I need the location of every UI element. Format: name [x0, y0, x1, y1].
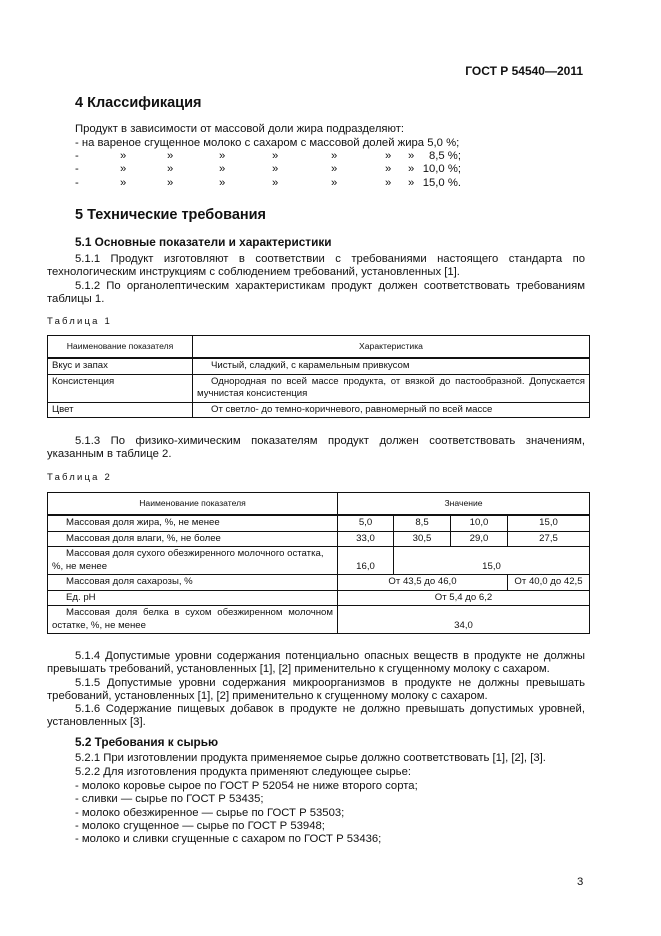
- table-row: [48, 358, 590, 374]
- table-cell: 29,0: [451, 531, 508, 547]
- table-row: [48, 575, 590, 591]
- table-cell: 5,0: [338, 515, 394, 531]
- table-cell: Консистенция: [48, 374, 193, 402]
- ditto-mark: »: [219, 176, 226, 189]
- section-5-2-title: 5.2 Требования к сырью: [75, 735, 219, 749]
- list-dash: -: [75, 150, 79, 162]
- table-cell: 34,0: [338, 606, 590, 634]
- table-1-header: Характеристика: [193, 336, 590, 359]
- document-id: ГОСТ Р 54540—2011: [465, 64, 583, 78]
- table-cell: 8,5: [394, 515, 451, 531]
- table-1-header: Наименование показателя: [48, 336, 193, 359]
- ditto-mark: »: [272, 150, 279, 162]
- ditto-mark: »: [408, 176, 415, 189]
- table-2-header: Значение: [338, 493, 590, 516]
- ditto-mark: »: [120, 150, 127, 162]
- ditto-mark: »: [331, 176, 338, 189]
- table-cell: От 5,4 до 6,2: [338, 590, 590, 606]
- ditto-mark: »: [219, 150, 226, 162]
- classification-intro: Продукт в зависимости от массовой доли жира подразделяют:: [75, 123, 405, 135]
- paragraph-5-2-1: 5.2.1 При изготовлении продукта применяемое сырье должно соответствовать [1], [2], [3].: [75, 752, 546, 764]
- table-cell: 27,5: [508, 531, 590, 547]
- list-item: - молоко и сливки сгущенные с сахаром по ГОСТ Р 53436;: [75, 833, 382, 846]
- table-row: [48, 402, 590, 418]
- table-cell: Вкус и запах: [48, 358, 193, 374]
- table-row: [48, 374, 590, 402]
- ditto-mark: »: [219, 163, 226, 176]
- page-number: 3: [577, 876, 584, 888]
- table-cell: 10,0: [451, 515, 508, 531]
- ditto-mark: »: [331, 163, 338, 176]
- ditto-mark: »: [408, 150, 415, 162]
- table-row: [48, 590, 590, 606]
- table-row: [48, 515, 590, 531]
- list-item: - молоко коровье сырое по ГОСТ Р 52054 не ниже второго сорта;: [75, 780, 418, 792]
- table-cell: Массовая доля влаги, %, не более: [48, 531, 338, 547]
- table-cell: Ед. pH: [48, 590, 338, 606]
- ditto-mark: »: [120, 176, 127, 189]
- list-item: - молоко сгущенное — сырье по ГОСТ Р 53948;: [75, 819, 325, 832]
- classification-item: - на вареное сгущенное молоко с сахаром с массовой долей жира 5,0 %;: [75, 137, 460, 149]
- table-cell: 30,5: [394, 531, 451, 547]
- table-cell: Массовая доля белка в сухом обезжиренном молочном остатке, %, не менее: [48, 606, 338, 634]
- list-item: - сливки — сырье по ГОСТ Р 53435;: [75, 793, 264, 806]
- table-cell: Однородная по всей массе продукта, от вязкой до пастообразной. Допускается мучнистая консистенция: [193, 374, 590, 402]
- table-cell: 15,0: [394, 547, 590, 575]
- ditto-mark: »: [408, 163, 415, 176]
- ditto-mark: »: [385, 176, 392, 189]
- table-row: [48, 547, 590, 575]
- fat-value: 8,5 %;: [428, 150, 461, 162]
- table-cell: От 43,5 до 46,0: [338, 575, 508, 591]
- ditto-mark: »: [120, 163, 127, 176]
- list-item: - молоко обезжиренное — сырье по ГОСТ Р 53503;: [75, 806, 345, 819]
- table-2-label: Таблица 2: [47, 472, 112, 483]
- table-cell: Массовая доля сухого обезжиренного молочного остатка, %, не менее: [48, 547, 338, 575]
- raw-materials-list: [75, 780, 418, 846]
- table-cell: 16,0: [338, 547, 394, 575]
- table-cell: Массовая доля жира, %, не менее: [48, 515, 338, 531]
- list-dash: -: [75, 163, 79, 176]
- ditto-mark: »: [385, 163, 392, 176]
- paragraph-5-1-4: 5.1.4 Допустимые уровни содержания потенциально опасных веществ в продукте не должны превышать требований, установленных [1], [2] применительно к сгущенному молоку с сахаром.: [47, 650, 585, 676]
- fat-value: 10,0 %;: [422, 163, 461, 176]
- paragraph-5-1-1: 5.1.1 Продукт изготовляют в соответствии с требованиями настоящего стандарта по технологическим инструкциям с соблюдением требований, установленных [1].: [47, 253, 585, 279]
- section-4-title: 4 Классификация: [75, 95, 202, 111]
- ditto-mark: »: [385, 150, 392, 162]
- table-row: [48, 531, 590, 547]
- paragraph-5-1-2: 5.1.2 По органолептическим характеристикам продукт должен соответствовать требованиям таблицы 1.: [47, 280, 585, 306]
- ditto-mark: »: [331, 150, 338, 162]
- list-dash: -: [75, 176, 79, 189]
- section-5-title: 5 Технические требования: [75, 207, 267, 223]
- paragraph-5-2-2: 5.2.2 Для изготовления продукта применяют следующее сырье:: [75, 766, 411, 778]
- table-row: [48, 606, 590, 634]
- ditto-mark: »: [272, 163, 279, 176]
- paragraph-5-1-6: 5.1.6 Содержание пищевых добавок в продукте не должно превышать допустимых уровней, установленных [3].: [47, 703, 585, 729]
- table-cell: Цвет: [48, 402, 193, 418]
- fat-value: 15,0 %.: [422, 176, 461, 189]
- table-1-label: Таблица 1: [47, 316, 112, 327]
- paragraph-5-1-5: 5.1.5 Допустимые уровни содержания микроорганизмов в продукте не должны превышать требований, установленных [1], [2] применительно к сгущенному молоку с сахаром.: [47, 677, 585, 703]
- table-1: [47, 335, 590, 418]
- table-cell: Массовая доля сахарозы, %: [48, 575, 338, 591]
- table-cell: 33,0: [338, 531, 394, 547]
- table-2: [47, 492, 590, 634]
- ditto-mark: »: [272, 176, 279, 189]
- table-2-header: Наименование показателя: [48, 493, 338, 516]
- table-cell: 15,0: [508, 515, 590, 531]
- ditto-mark: »: [167, 163, 174, 176]
- table-cell: От светло- до темно-коричневого, равномерный по всей массе: [193, 402, 590, 418]
- table-cell: Чистый, сладкий, с карамельным привкусом: [193, 358, 590, 374]
- paragraph-5-1-3: 5.1.3 По физико-химическим показателям продукт должен соответствовать значениям, указанным в таблице 2.: [47, 435, 585, 461]
- ditto-mark: »: [167, 176, 174, 189]
- section-5-1-title: 5.1 Основные показатели и характеристики: [75, 235, 332, 249]
- table-cell: От 40,0 до 42,5: [508, 575, 590, 591]
- ditto-mark: »: [167, 150, 174, 162]
